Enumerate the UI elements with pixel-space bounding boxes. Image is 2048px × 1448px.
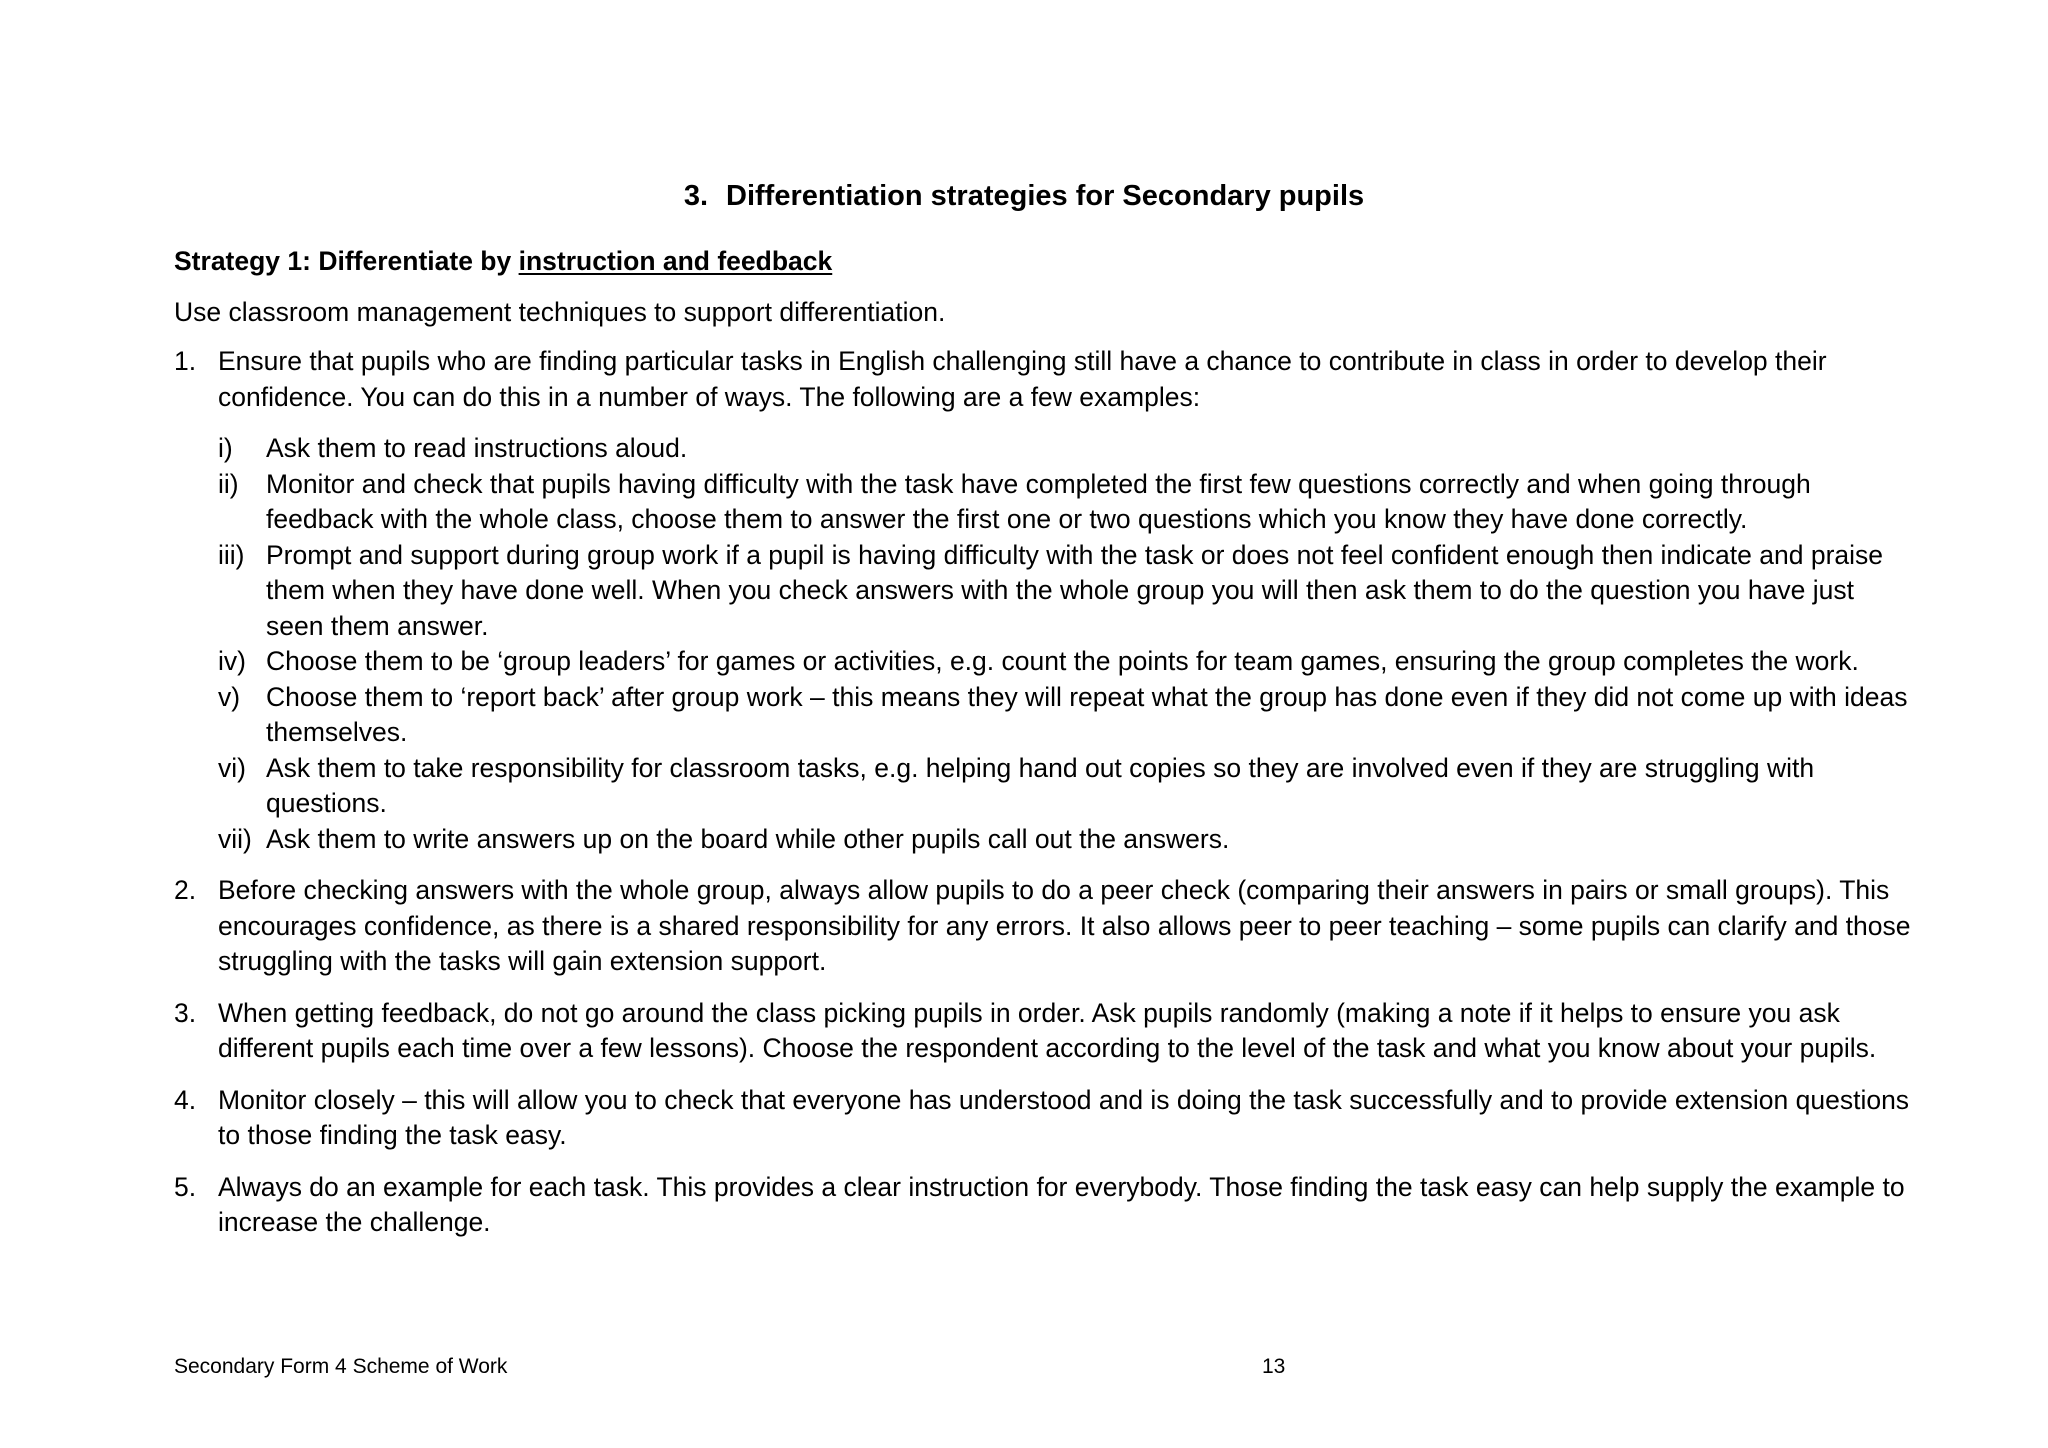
sublist-marker: ii) (218, 468, 239, 499)
list-marker: 3. (174, 997, 197, 1028)
list-marker: 5. (174, 1171, 197, 1202)
list-marker: 2. (174, 875, 197, 905)
sublist-item-text: Ask them to write answers up on the board while other pupils call out the answers. (266, 823, 1230, 854)
sublist-item-v (218, 680, 1914, 751)
sublist-marker: i) (218, 433, 233, 463)
strategy-underlined: instruction and feedback (518, 246, 833, 276)
list-item-text: Ensure that pupils who are finding particular tasks in English challenging still have a chance to contribute in class in order to develop their confidence. You can do this in a number of ways. The following are a few examples: (218, 346, 1827, 412)
sublist-marker: iv) (218, 646, 246, 676)
list-marker: 1. (174, 346, 197, 376)
list-item-5 (174, 1170, 1914, 1241)
sublist-item-text: Choose them to be ‘group leaders’ for games or activities, e.g. count the points for team games, ensuring the group completes the work. (266, 646, 1859, 676)
sublist-item-iv (218, 644, 1914, 680)
strategy-prefix: Strategy 1: Differentiate by (174, 246, 519, 276)
document-body (174, 244, 1914, 1257)
list-item-text: Always do an example for each task. This provides a clear instruction for everybody. Those finding the task easy can help supply the example to increase the challenge. (218, 1171, 1905, 1237)
list-item-text: When getting feedback, do not go around the class picking pupils in order. Ask pupils randomly (making a note if it helps to ensure you ask different pupils each time over a few lessons). Choose the respondent according to the level of the task and what you know about your pupils. (218, 997, 1877, 1063)
list-item-text: Monitor closely – this will allow you to check that everyone has understood and is doing the task successfully and to provide extension questions to those finding the task easy. (218, 1084, 1910, 1150)
list-item-1 (174, 344, 1914, 857)
sublist-item-i (218, 431, 1914, 467)
example-sublist (218, 431, 1914, 857)
sublist-item-iii (218, 538, 1914, 645)
sublist-item-vii (218, 822, 1914, 858)
sublist-marker: iii) (218, 539, 245, 570)
sublist-marker: vi) (218, 752, 246, 783)
sublist-marker: v) (218, 681, 241, 712)
intro-paragraph: Use classroom management techniques to support differentiation. (174, 296, 946, 327)
sublist-item-text: Ask them to read instructions aloud. (266, 433, 688, 463)
section-title: Differentiation strategies for Secondary pupils (726, 180, 1365, 212)
list-item-3 (174, 996, 1914, 1067)
sublist-item-text: Monitor and check that pupils having difficulty with the task have completed the first few questions correctly and when going through feedback with the whole class, choose them to answer the first one or two questions which you know they have done correctly. (266, 468, 1811, 534)
footer-page-number: 13 (1262, 1355, 1286, 1378)
footer-document-title: Secondary Form 4 Scheme of Work (174, 1355, 508, 1378)
list-item-2 (174, 873, 1914, 980)
sublist-item-ii (218, 467, 1914, 538)
list-item-text: Before checking answers with the whole group, always allow pupils to do a peer check (comparing their answers in pairs or small groups). This encourages confidence, as there is a shared responsibility for any errors. It also allows peer to peer teaching – some pupils can clarify and those struggling with the tasks will gain extension support. (218, 875, 1911, 976)
sublist-item-text: Choose them to ‘report back’ after group work – this means they will repeat what the group has done even if they did not come up with ideas themselves. (266, 681, 1908, 747)
section-number: 3. (683, 180, 709, 212)
strategy-list (174, 344, 1914, 1241)
strategy-heading (174, 244, 1914, 280)
sublist-item-text: Prompt and support during group work if a pupil is having difficulty with the task or does not feel confident enough then indicate and praise them when they have done well. When you check answers with the whole group you will then ask them to do the question you have just seen them answer. (266, 539, 1884, 641)
sublist-item-vi (218, 751, 1914, 822)
sublist-marker: vii) (218, 823, 252, 854)
sublist-item-text: Ask them to take responsibility for classroom tasks, e.g. helping hand out copies so they are involved even if they are struggling with questions. (266, 752, 1815, 818)
section-heading (0, 176, 2048, 216)
list-item-4 (174, 1083, 1914, 1154)
list-marker: 4. (174, 1084, 197, 1115)
